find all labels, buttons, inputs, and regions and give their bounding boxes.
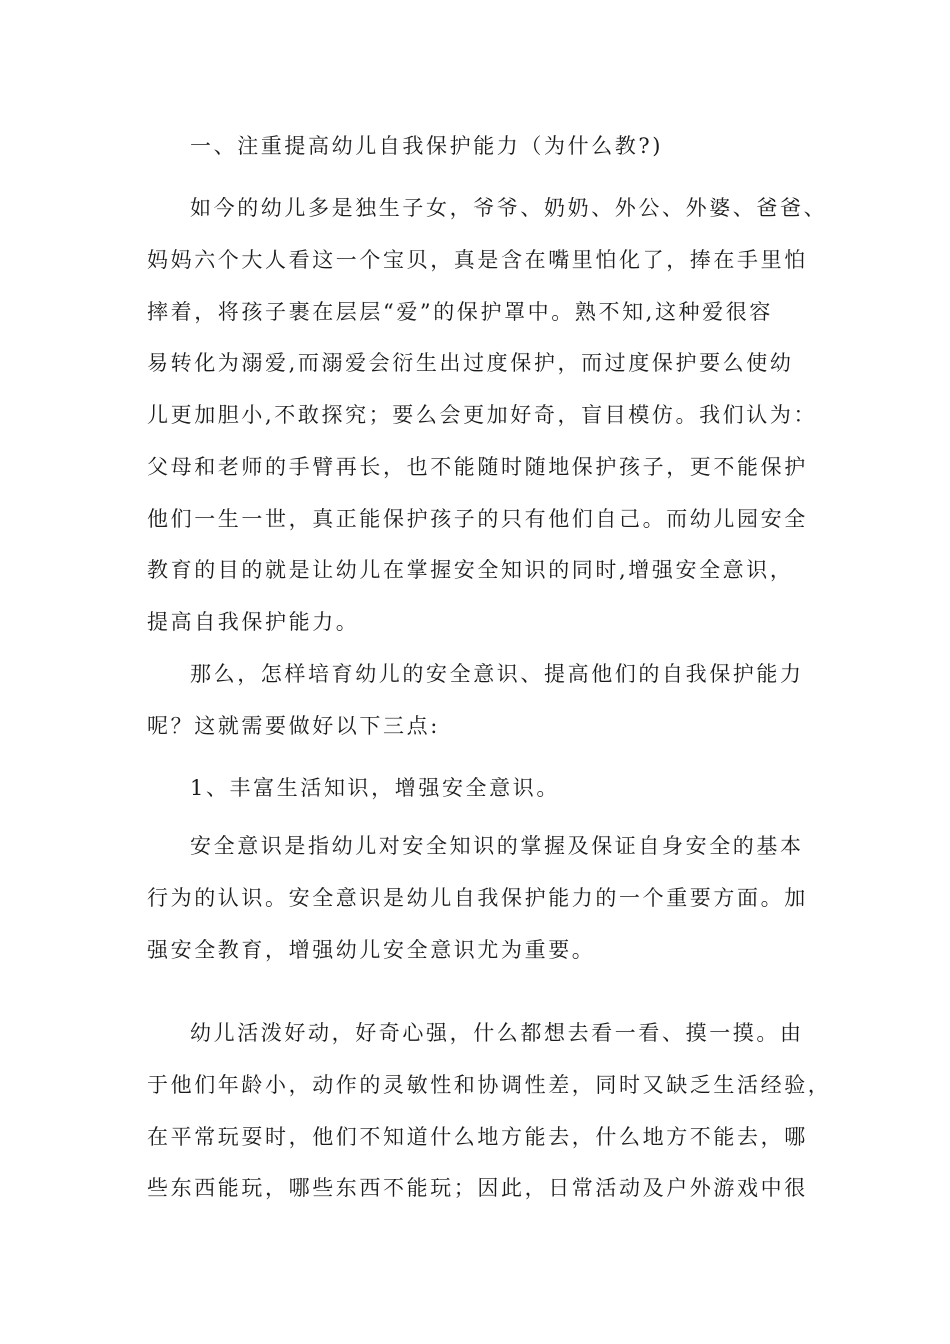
paragraph-line: 妈妈六个大人看这一个宝贝，真是含在嘴里怕化了，捧在手里怕: [147, 248, 808, 272]
paragraph-line: 易转化为溺爱,而溺爱会衍生出过度保护，而过度保护要么使幼: [147, 351, 794, 375]
paragraph-line: 如今的幼儿多是独生子女，爷爷、奶奶、外公、外婆、爸爸、: [190, 196, 828, 220]
paragraph-line: 儿更加胆小,不敢探究；要么会更加好奇，盲目模仿。我们认为：: [147, 403, 818, 427]
paragraph-line: 教育的目的就是让幼儿在掌握安全知识的同时,增强安全意识，: [147, 558, 794, 582]
paragraph-line: 父母和老师的手臂再长，也不能随时随地保护孩子，更不能保护: [147, 455, 808, 479]
paragraph-line: 些东西能玩，哪些东西不能玩；因此，日常活动及户外游戏中很: [147, 1176, 808, 1200]
paragraph-line: 强安全教育，增强幼儿安全意识尤为重要。: [147, 938, 596, 962]
point-heading-1: 1、丰富生活知识，增强安全意识。: [190, 776, 560, 800]
paragraph-line: 呢？这就需要做好以下三点:: [147, 714, 440, 738]
paragraph-line: 摔着，将孩子裹在层层“爱”的保护罩中。熟不知,这种爱很容: [147, 300, 773, 324]
paragraph-line: 行为的认识。安全意识是幼儿自我保护能力的一个重要方面。加: [147, 886, 808, 910]
paragraph-line: 提高自我保护能力。: [147, 610, 360, 634]
paragraph-line: 在平常玩耍时，他们不知道什么地方能去，什么地方不能去，哪: [147, 1125, 808, 1149]
paragraph-line: 于他们年龄小，动作的灵敏性和协调性差，同时又缺乏生活经验，: [147, 1073, 832, 1097]
paragraph-line: 幼儿活泼好动，好奇心强，什么都想去看一看、摸一摸。由: [190, 1021, 804, 1045]
paragraph-line: 他们一生一世，真正能保护孩子的只有他们自己。而幼儿园安全: [147, 507, 808, 531]
paragraph-line: 安全意识是指幼儿对安全知识的掌握及保证自身安全的基本: [190, 834, 804, 858]
section-heading: 一、注重提高幼儿自我保护能力（为什么教?): [190, 134, 664, 158]
paragraph-line: 那么，怎样培育幼儿的安全意识、提高他们的自我保护能力: [190, 662, 804, 686]
